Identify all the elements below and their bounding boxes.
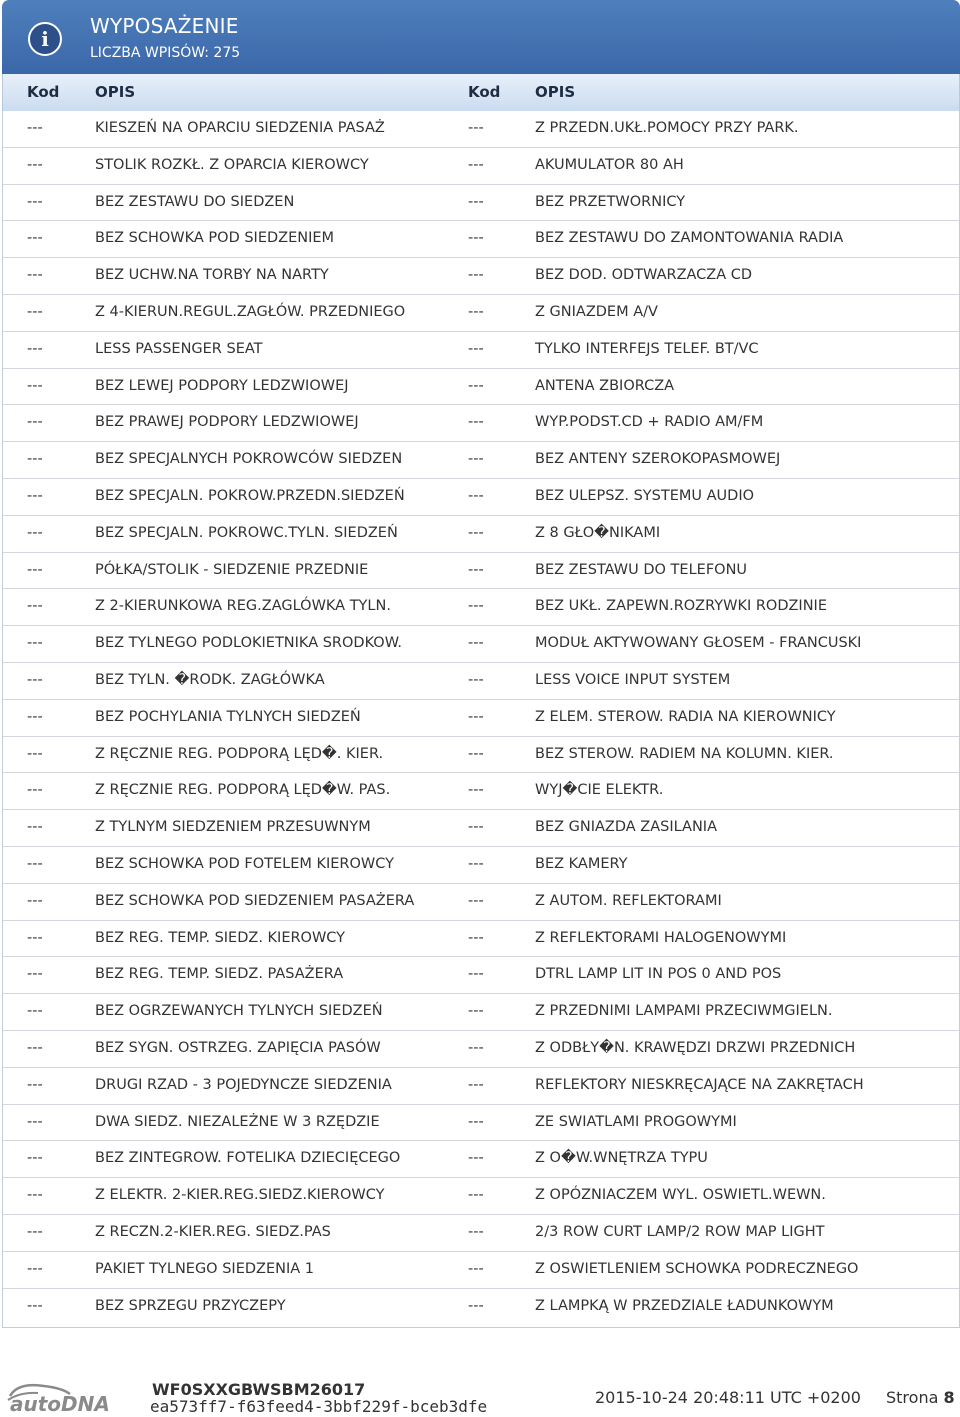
table-row: [3, 847, 959, 884]
kod-cell: ---: [27, 193, 43, 210]
kod-cell: ---: [468, 340, 484, 357]
opis-cell: BEZ TYLN. �RODK. ZAGŁÓWKA: [95, 671, 325, 688]
opis-cell: BEZ SCHOWKA POD SIEDZENIEM PASAŻERA: [95, 892, 415, 909]
opis-cell: BEZ SCHOWKA POD FOTELEM KIEROWCY: [95, 855, 394, 872]
table-row: [3, 516, 959, 553]
opis-cell: BEZ SPECJALN. POKROW.PRZEDN.SIEDZEŃ: [95, 487, 405, 504]
opis-cell: Z AUTOM. REFLEKTORAMI: [535, 892, 722, 909]
table-row: [3, 994, 959, 1031]
kod-cell: ---: [468, 1076, 484, 1093]
kod-cell: ---: [468, 377, 484, 394]
opis-cell: DWA SIEDZ. NIEZALEŻNE W 3 RZĘDZIE: [95, 1113, 380, 1130]
opis-cell: PAKIET TYLNEGO SIEDZENIA 1: [95, 1260, 314, 1277]
kod-cell: ---: [27, 1260, 43, 1277]
kod-cell: ---: [468, 561, 484, 578]
opis-cell: Z RĘCZNIE REG. PODPORĄ LĘD�W. PAS.: [95, 782, 391, 799]
opis-cell: ZE SWIATLAMI PROGOWYMI: [535, 1113, 737, 1130]
table-row: [3, 1105, 959, 1142]
opis-cell: BEZ PRZETWORNICY: [535, 193, 686, 210]
kod-cell: ---: [27, 377, 43, 394]
kod-cell: ---: [468, 929, 484, 946]
kod-cell: ---: [468, 524, 484, 541]
opis-cell: REFLEKTORY NIESKRĘCAJĄCE NA ZAKRĘTACH: [535, 1076, 864, 1093]
kod-cell: ---: [27, 451, 43, 468]
opis-cell: BEZ REG. TEMP. SIEDZ. KIEROWCY: [95, 929, 346, 946]
kod-cell: ---: [468, 1297, 484, 1314]
opis-cell: BEZ SPRZEGU PRZYCZEPY: [95, 1297, 286, 1314]
table-row: [3, 626, 959, 663]
kod-cell: ---: [468, 1187, 484, 1204]
opis-cell: BEZ ZESTAWU DO TELEFONU: [535, 561, 748, 578]
opis-cell: BEZ SYGN. OSTRZEG. ZAPIĘCIA PASÓW: [95, 1039, 381, 1056]
kod-cell: ---: [468, 635, 484, 652]
opis-cell: BEZ UKŁ. ZAPEWN.ROZRYWKI RODZINIE: [535, 598, 827, 615]
kod-cell: ---: [27, 708, 43, 725]
opis-cell: Z TYLNYM SIEDZENIEM PRZESUWNYM: [95, 819, 371, 836]
kod-cell: ---: [468, 1039, 484, 1056]
opis-cell: BEZ OGRZEWANYCH TYLNYCH SIEDZEŃ: [95, 1003, 383, 1020]
table-row: [3, 589, 959, 626]
equipment-table: [2, 111, 960, 1328]
opis-cell: BEZ REG. TEMP. SIEDZ. PASAŻERA: [95, 966, 344, 983]
kod-cell: ---: [27, 966, 43, 983]
opis-cell: STOLIK ROZKŁ. Z OPARCIA KIEROWCY: [95, 156, 369, 173]
opis-cell: BEZ TYLNEGO PODLOKIETNIKA SRODKOW.: [95, 635, 402, 652]
table-row: [3, 884, 959, 921]
kod-cell: ---: [27, 267, 43, 284]
kod-cell: ---: [27, 1187, 43, 1204]
kod-cell: ---: [468, 1113, 484, 1130]
kod-cell: ---: [27, 819, 43, 836]
kod-cell: ---: [27, 892, 43, 909]
opis-cell: BEZ UCHW.NA TORBY NA NARTY: [95, 267, 329, 284]
kod-cell: ---: [468, 487, 484, 504]
kod-cell: ---: [468, 1150, 484, 1167]
opis-cell: MODUŁ AKTYWOWANY GŁOSEM - FRANCUSKI: [535, 635, 862, 652]
column-kod-left: Kod: [27, 83, 60, 101]
kod-cell: ---: [27, 745, 43, 762]
kod-cell: ---: [468, 267, 484, 284]
opis-cell: LESS VOICE INPUT SYSTEM: [535, 671, 731, 688]
kod-cell: ---: [468, 671, 484, 688]
table-row: [3, 810, 959, 847]
opis-cell: BEZ LEWEJ PODPORY LEDZWIOWEJ: [95, 377, 349, 394]
kod-cell: ---: [27, 1113, 43, 1130]
kod-cell: ---: [27, 414, 43, 431]
table-row: [3, 1178, 959, 1215]
opis-cell: BEZ SCHOWKA POD SIEDZENIEM: [95, 230, 335, 247]
table-row: [3, 442, 959, 479]
kod-cell: ---: [468, 966, 484, 983]
table-row: [3, 737, 959, 774]
table-header: [2, 74, 960, 111]
kod-cell: ---: [468, 819, 484, 836]
kod-cell: ---: [468, 451, 484, 468]
kod-cell: ---: [27, 1150, 43, 1167]
kod-cell: ---: [27, 1003, 43, 1020]
table-row: [3, 1215, 959, 1252]
kod-cell: ---: [468, 1223, 484, 1240]
opis-cell: WYJ�CIE ELEKTR.: [535, 782, 664, 799]
section-header: [2, 0, 960, 74]
kod-cell: ---: [27, 671, 43, 688]
opis-cell: KIESZEŃ NA OPARCIU SIEDZENIA PASAŻ: [95, 120, 385, 136]
opis-cell: BEZ SPECJALN. POKROWC.TYLN. SIEDZEŃ: [95, 524, 398, 541]
table-row: [3, 185, 959, 222]
kod-cell: ---: [468, 193, 484, 210]
opis-cell: BEZ ULEPSZ. SYSTEMU AUDIO: [535, 487, 755, 504]
opis-cell: BEZ GNIAZDA ZASILANIA: [535, 819, 718, 836]
opis-cell: BEZ ZESTAWU DO ZAMONTOWANIA RADIA: [535, 230, 844, 247]
kod-cell: ---: [468, 414, 484, 431]
kod-cell: ---: [468, 120, 484, 136]
section-title: WYPOSAŻENIE: [90, 14, 239, 38]
kod-cell: ---: [468, 782, 484, 799]
table-row: [3, 663, 959, 700]
table-row: [3, 1252, 959, 1289]
table-row: [3, 111, 959, 148]
opis-cell: Z REFLEKTORAMI HALOGENOWYMI: [535, 929, 787, 946]
opis-cell: WYP.PODST.CD + RADIO AM/FM: [535, 414, 764, 431]
kod-cell: ---: [468, 156, 484, 173]
table-row: [3, 258, 959, 295]
opis-cell: BEZ KAMERY: [535, 855, 628, 872]
opis-cell: TYLKO INTERFEJS TELEF. BT/VC: [535, 340, 759, 357]
kod-cell: ---: [27, 855, 43, 872]
report-datetime: 2015-10-24 20:48:11 UTC +0200: [595, 1388, 861, 1407]
table-row: [3, 773, 959, 810]
table-row: [3, 148, 959, 185]
kod-cell: ---: [27, 561, 43, 578]
table-row: [3, 221, 959, 258]
kod-cell: ---: [468, 303, 484, 320]
kod-cell: ---: [468, 1003, 484, 1020]
opis-cell: BEZ STEROW. RADIEM NA KOLUMN. KIER.: [535, 745, 834, 762]
opis-cell: Z OPÓZNIACZEM WYL. OSWIETL.WEWN.: [535, 1187, 826, 1204]
table-row: [3, 921, 959, 958]
table-row: [3, 332, 959, 369]
kod-cell: ---: [27, 782, 43, 799]
opis-cell: Z 2-KIERUNKOWA REG.ZAGLÓWKA TYLN.: [95, 598, 391, 615]
table-row: [3, 553, 959, 590]
opis-cell: Z ODBŁY�N. KRAWĘDZI DRZWI PRZEDNICH: [535, 1039, 856, 1056]
opis-cell: Z PRZEDNIMI LAMPAMI PRZECIWMGIELN.: [535, 1003, 833, 1020]
kod-cell: ---: [27, 1223, 43, 1240]
opis-cell: Z ELEKTR. 2-KIER.REG.SIEDZ.KIEROWCY: [95, 1187, 385, 1204]
table-row: [3, 405, 959, 442]
opis-cell: Z RECZN.2-KIER.REG. SIEDZ.PAS: [95, 1223, 331, 1240]
kod-cell: ---: [27, 120, 43, 136]
opis-cell: BEZ SPECJALNYCH POKROWCÓW SIEDZEN: [95, 451, 403, 468]
opis-cell: BEZ DOD. ODTWARZACZA CD: [535, 267, 753, 284]
opis-cell: Z 4-KIERUN.REGUL.ZAGŁÓW. PRZEDNIEGO: [95, 303, 406, 320]
table-row: [3, 479, 959, 516]
page-label: Strona: [886, 1388, 939, 1407]
kod-cell: ---: [468, 745, 484, 762]
opis-cell: PÓŁKA/STOLIK - SIEDZENIE PRZEDNIE: [95, 561, 369, 578]
logo-text: autoDNA: [10, 1392, 110, 1414]
kod-cell: ---: [468, 708, 484, 725]
kod-cell: ---: [468, 855, 484, 872]
table-row: [3, 295, 959, 332]
report-hash: ea573ff7-f63feed4-3bbf229f-bceb3dfe: [150, 1397, 488, 1416]
kod-cell: ---: [27, 156, 43, 173]
opis-cell: Z GNIAZDEM A/V: [535, 303, 658, 320]
vin-number: WF0SXXGBWSBM26017: [152, 1380, 366, 1399]
table-row: [3, 1289, 959, 1326]
opis-cell: Z LAMPKĄ W PRZEDZIALE ŁADUNKOWYM: [535, 1297, 834, 1314]
kod-cell: ---: [27, 1076, 43, 1093]
opis-cell: BEZ PRAWEJ PODPORY LEDZWIOWEJ: [95, 414, 359, 431]
opis-cell: BEZ POCHYLANIA TYLNYCH SIEDZEŃ: [95, 708, 361, 725]
kod-cell: ---: [27, 340, 43, 357]
page-number: 8: [943, 1388, 955, 1407]
table-row: [3, 1031, 959, 1068]
kod-cell: ---: [468, 892, 484, 909]
opis-cell: BEZ ZINTEGROW. FOTELIKA DZIECIĘCEGO: [95, 1150, 401, 1167]
column-kod-right: Kod: [468, 83, 501, 101]
opis-cell: DTRL LAMP LIT IN POS 0 AND POS: [535, 966, 782, 983]
opis-cell: Z PRZEDN.UKŁ.POMOCY PRZY PARK.: [535, 120, 799, 136]
opis-cell: AKUMULATOR 80 AH: [535, 156, 684, 173]
kod-cell: ---: [468, 1260, 484, 1277]
opis-cell: BEZ ZESTAWU DO SIEDZEN: [95, 193, 295, 210]
kod-cell: ---: [468, 230, 484, 247]
opis-cell: Z ELEM. STEROW. RADIA NA KIEROWNICY: [535, 708, 836, 725]
opis-cell: 2/3 ROW CURT LAMP/2 ROW MAP LIGHT: [535, 1223, 825, 1240]
table-row: [3, 700, 959, 737]
kod-cell: ---: [27, 1039, 43, 1056]
opis-cell: BEZ ANTENY SZEROKOPASMOWEJ: [535, 451, 781, 468]
opis-cell: Z 8 GŁO�NIKAMI: [535, 524, 661, 541]
table-row: [3, 1068, 959, 1105]
column-opis-right: OPIS: [535, 83, 576, 101]
info-icon: i: [28, 22, 62, 56]
kod-cell: ---: [468, 598, 484, 615]
table-row: [3, 1141, 959, 1178]
kod-cell: ---: [27, 524, 43, 541]
kod-cell: ---: [27, 303, 43, 320]
opis-cell: LESS PASSENGER SEAT: [95, 340, 263, 357]
opis-cell: Z RĘCZNIE REG. PODPORĄ LĘD�. KIER.: [95, 745, 384, 762]
opis-cell: Z OSWIETLENIEM SCHOWKA PODRECZNEGO: [535, 1260, 859, 1277]
opis-cell: Z O�W.WNĘTRZA TYPU: [535, 1150, 708, 1167]
kod-cell: ---: [27, 929, 43, 946]
entry-count: LICZBA WPISÓW: 275: [90, 45, 241, 61]
column-opis-left: OPIS: [95, 83, 136, 101]
kod-cell: ---: [27, 598, 43, 615]
kod-cell: ---: [27, 635, 43, 652]
kod-cell: ---: [27, 487, 43, 504]
table-row: [3, 369, 959, 406]
page-indicator: [886, 1388, 955, 1407]
opis-cell: ANTENA ZBIORCZA: [535, 377, 675, 394]
table-row: [3, 957, 959, 994]
kod-cell: ---: [27, 230, 43, 247]
kod-cell: ---: [27, 1297, 43, 1314]
autodna-logo: [4, 1378, 122, 1414]
opis-cell: DRUGI RZAD - 3 POJEDYNCZE SIEDZENIA: [95, 1076, 392, 1093]
